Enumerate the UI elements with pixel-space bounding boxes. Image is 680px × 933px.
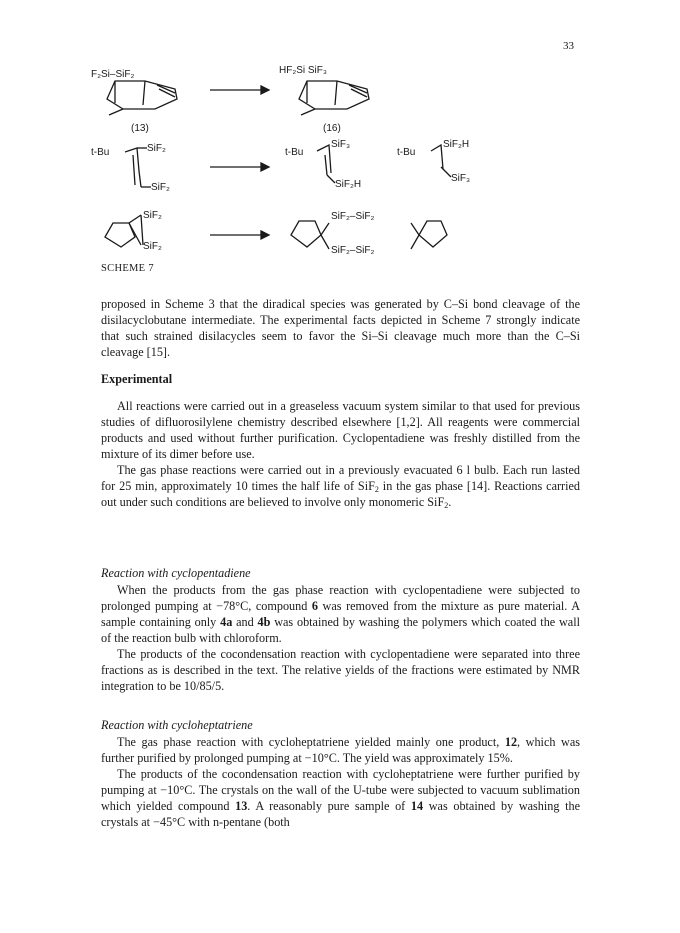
scheme-13-atoms: F₂Si–SiF₂ xyxy=(91,69,135,80)
scheme-spiro-sif2-bottom: SiF₂ xyxy=(143,241,162,252)
cycloheptatriene-paragraph-1: The gas phase reaction with cycloheptatriene yielded mainly one product, 12, which was further purified by prolonged pumping at −10°C. The yield was approximately 15%. xyxy=(101,735,580,765)
experimental-text xyxy=(101,398,580,510)
experimental-paragraph-1: All reactions were carried out in a greaseless vacuum system similar to that used for previous studies of difluorosilylene chemistry described elsewhere [1,2]. All reagents were commercial products and used without further purification. Cyclopentadiene was freshly distilled from the mixture of its dimer before use. xyxy=(101,399,580,461)
reaction-scheme xyxy=(85,55,545,285)
scheme-sif2-bottom: SiF₂ xyxy=(151,182,170,193)
scheme-tbu-right: t-Bu xyxy=(397,147,416,158)
scheme-16-atoms: HF₂Si SiF₃ xyxy=(279,65,327,76)
scheme-13-number: (13) xyxy=(131,123,149,134)
cyclopentadiene-paragraph-2: The products of the cocondensation reaction with cyclopentadiene were separated into three fractions as is described in the text. The relative yields of the fractions were estimated by NMR integration to be 10/85/5. xyxy=(101,647,580,693)
scheme-tbu-mid: t-Bu xyxy=(285,147,304,158)
scheme-spiro-sif2-top: SiF₂ xyxy=(143,210,162,221)
scheme-drawing xyxy=(85,55,545,285)
scheme-sif3-right: SiF₃ xyxy=(451,173,471,184)
section-title-experimental: Experimental xyxy=(101,372,173,386)
cycloheptatriene-text xyxy=(101,734,580,830)
subsection-title-cycloheptatriene: Reaction with cycloheptatriene xyxy=(101,718,253,732)
cyclopentadiene-paragraph-1: When the products from the gas phase reaction with cyclopentadiene were subjected to prolonged pumping at −78°C, compound 6 was removed from the mixture as pure material. A sample containing only 4a and 4b was obtained by washing the polymers which coated the wall of the reaction bulb with chloroform. xyxy=(101,583,580,645)
scheme-sif2h-right: SiF₂H xyxy=(443,139,470,150)
scheme-sif2h-mid: SiF₂H xyxy=(335,179,362,190)
scheme-sif2-top: SiF₂ xyxy=(147,143,166,154)
scheme-dimer-bottom: SiF₂–SiF₂ xyxy=(331,245,375,256)
page-number: 33 xyxy=(563,40,574,52)
cycloheptatriene-paragraph-2: The products of the cocondensation reaction with cycloheptatriene were further purified by pumping at −10°C. The crystals on the wall of the U-tube were subjected to vacuum sublimation which yielded compound 13. A reasonably pure sample of 14 was obtained by washing the crystals at −45°C with n-pentane (both xyxy=(101,767,581,829)
subsection-title-cyclopentadiene: Reaction with cyclopentadiene xyxy=(101,566,251,580)
scheme-label: SCHEME 7 xyxy=(101,263,154,274)
scheme-16-number: (16) xyxy=(323,123,341,134)
scheme-dimer-top: SiF₂–SiF₂ xyxy=(331,211,375,222)
scheme-tbu-left: t-Bu xyxy=(91,147,110,158)
scheme-sif3-mid: SiF₃ xyxy=(331,139,351,150)
discussion-paragraph: proposed in Scheme 3 that the diradical species was generated by C–Si bond cleavage of the disilacyclobutane intermediate. The experimental facts depicted in Scheme 7 strongly indicate that such strained disilacycles seem to favor the Si–Si cleavage much more than the C–Si cleavage [15]. xyxy=(101,297,580,359)
cyclopentadiene-text xyxy=(101,582,580,694)
experimental-paragraph-2: The gas phase reactions were carried out in a previously evacuated 6 l bulb. Each run lasted for 25 min, approximately 10 times the half life of SiF$_2$ in the gas phase [14]. Reactions carried out under such conditions are believed to involve only monomeric SiF$_2$. xyxy=(101,463,580,510)
